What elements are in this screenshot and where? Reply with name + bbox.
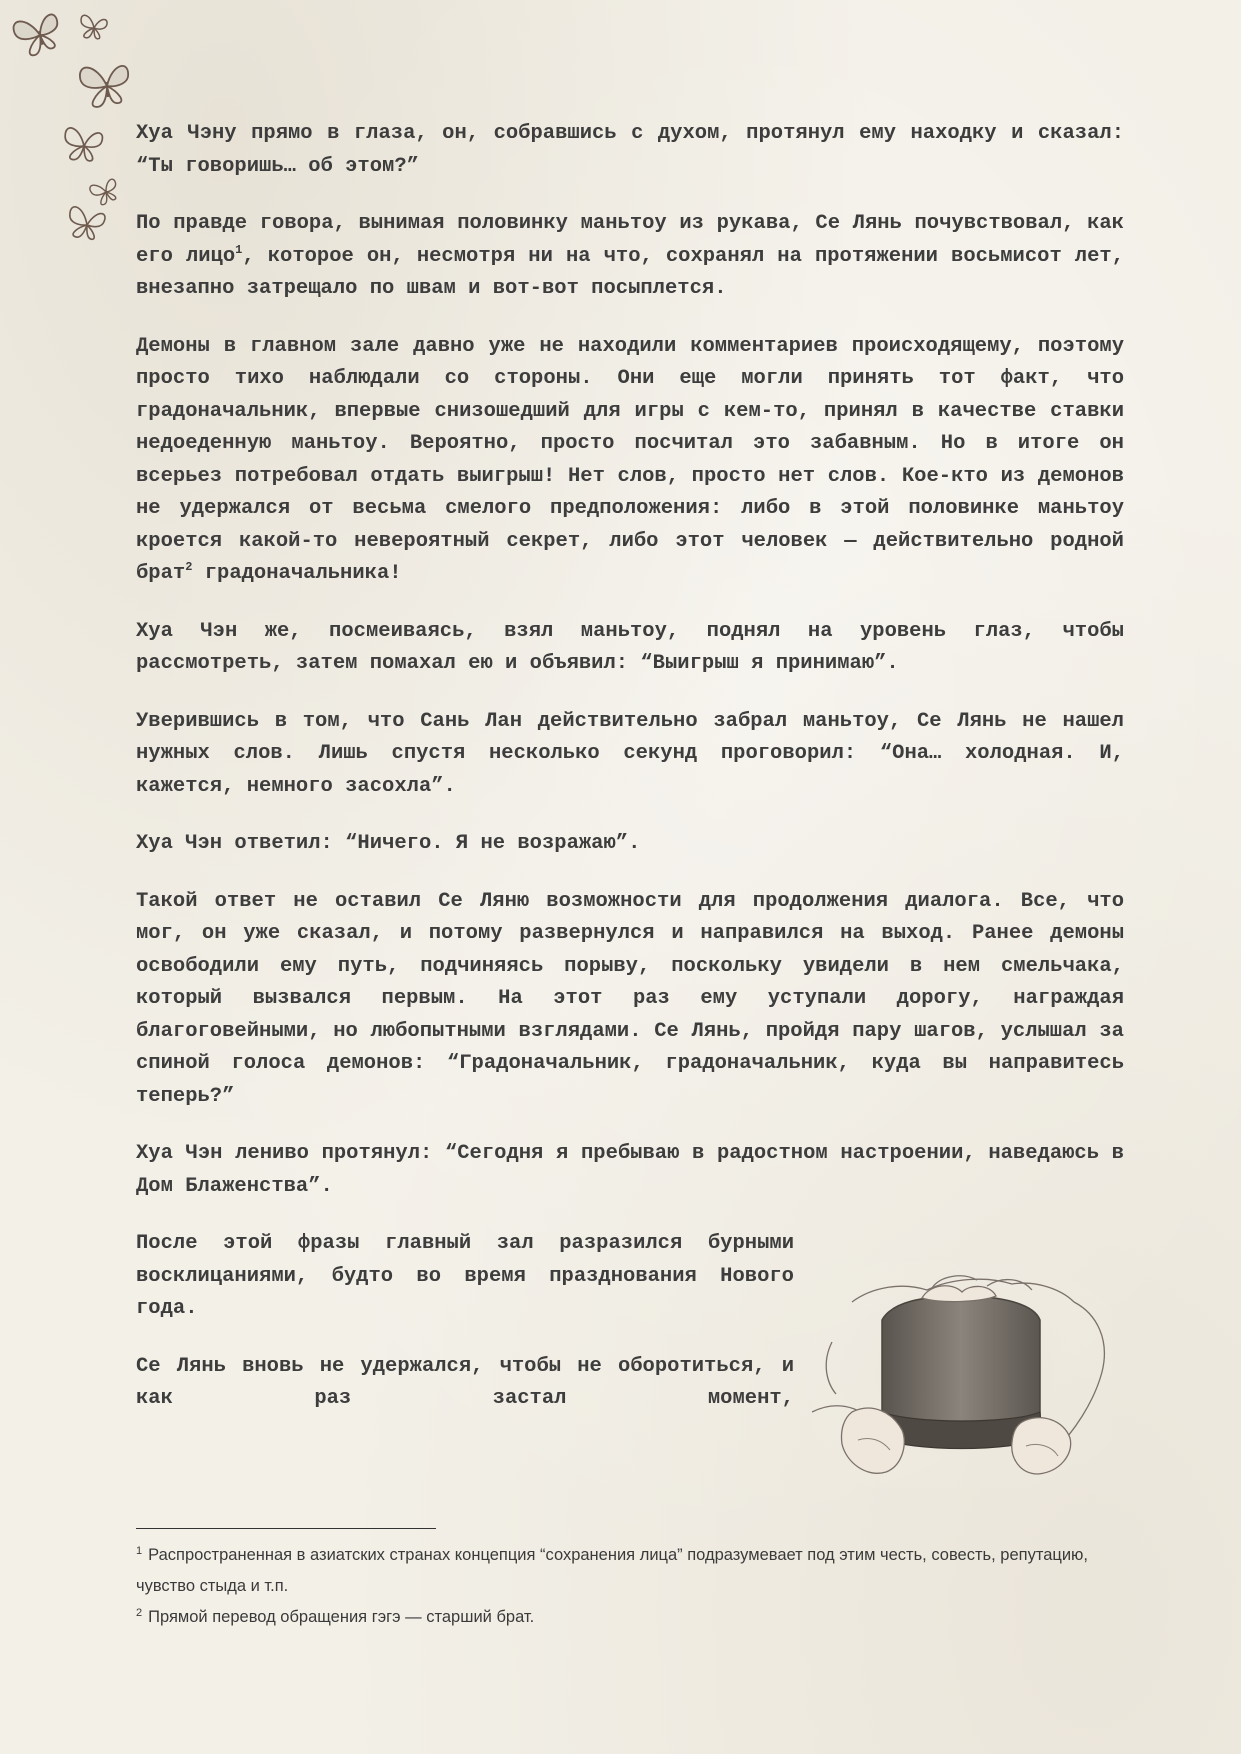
butterfly-decoration — [4, 4, 134, 254]
footnote-separator — [136, 1528, 436, 1529]
paragraph-text: Хуа Чэн лениво протянул: “Сегодня я пребываю в радостном настроении, наведаюсь в Дом Блаженства”. — [136, 1142, 1124, 1198]
paragraph — [136, 1351, 794, 1416]
paragraph — [136, 1228, 794, 1326]
hands-holding-cup-illustration — [812, 1262, 1112, 1488]
footnote-marker: 2 — [136, 1606, 143, 1619]
paragraph-text: После этой фразы главный зал разразился бурными восклицаниями, будто во время празднования Нового года. — [136, 1232, 794, 1320]
paragraph-text: градоначальника! — [192, 562, 402, 585]
footnote-text: Прямой перевод обращения гэгэ — старший брат. — [148, 1608, 535, 1626]
footnote-ref[interactable]: 1 — [235, 242, 243, 257]
main-text — [136, 118, 1124, 1441]
paragraph — [136, 118, 1124, 183]
footnote-ref[interactable]: 2 — [185, 560, 193, 575]
paragraph — [136, 706, 1124, 804]
footnote-marker: 1 — [136, 1544, 143, 1557]
paragraph — [136, 208, 1124, 306]
paragraph-text: По правде говора, вынимая половинку маньтоу из рукава, Се Лянь почувствовал, как его лицо — [136, 212, 1124, 268]
paragraph-text: Уверившись в том, что Сань Лан действительно забрал маньтоу, Се Лянь не нашел нужных слов. Лишь спустя несколько секунд проговорил: “Она… холодная. И, кажется, немного засохла”. — [136, 709, 1124, 798]
paragraph — [136, 828, 1124, 861]
paragraph-text: Хуа Чэну прямо в глаза, он, собравшись с духом, протянул ему находку и сказал: “Ты говоришь… об этом?” — [136, 122, 1124, 178]
butterfly-icon — [58, 122, 110, 170]
footnote-text: Распространенная в азиатских странах концепция “сохранения лица” подразумевает под этим честь, совесть, репутацию, чувство стыда и т.п. — [136, 1546, 1088, 1595]
butterfly-icon — [62, 202, 112, 248]
paragraph-text: , которое он, несмотря ни на что, сохранял на протяжении восьмисот лет, внезапно затрещало по швам и вот-вот посыплется. — [136, 244, 1124, 300]
paragraph — [136, 1138, 1124, 1203]
butterfly-icon — [74, 56, 140, 116]
footnote — [136, 1540, 1126, 1602]
butterfly-icon — [10, 8, 70, 62]
paragraph — [136, 616, 1124, 681]
paragraph — [136, 886, 1124, 1114]
paragraph-text: Хуа Чэн ответил: “Ничего. Я не возражаю”. — [136, 832, 641, 855]
butterfly-icon — [76, 12, 112, 44]
footnotes — [136, 1540, 1126, 1633]
paragraph-text: Хуа Чэн же, посмеиваясь, взял маньтоу, поднял на уровень глаз, чтобы рассмотреть, затем помахал ею и объявил: “Выигрыш я принимаю”. — [136, 619, 1124, 675]
paragraph-text: Се Лянь вновь не удержался, чтобы не оборотиться, и как раз застал момент, — [136, 1354, 794, 1410]
footnote — [136, 1602, 1126, 1633]
paragraph-text: Демоны в главном зале давно уже не находили комментариев происходящему, поэтому просто тихо наблюдали со стороны. Они еще могли принять тот факт, что градоначальник, впервые снизошедший для игры с кем-то, принял в качестве ставки недоеденную маньтоу. Вероятно, просто посчитал это забавным. Но в итоге он всерьез потребовал отдать выигрыш! Нет слов, просто нет слов. Кое-кто из демонов не удержался от весьма смелого предположения: либо в этой половинке маньтоу кроется какой-то невероятный секрет, либо этот человек — действительно родной брат — [136, 334, 1124, 585]
paragraph — [136, 331, 1124, 591]
paragraph-text: Такой ответ не оставил Се Ляню возможности для продолжения диалога. Все, что мог, он уже сказал, и потому развернулся и направился на выход. Ранее демоны освободили ему путь, подчиняясь порыву, поскольку увидели в нем смельчака, который вызвался первым. На этот раз ему уступали дорогу, награждая благоговейными, но любопытными взглядами. Се Лянь, пройдя пару шагов, услышал за спиной голоса демонов: “Градоначальник, градоначальник, куда вы направитесь теперь?” — [136, 889, 1124, 1108]
